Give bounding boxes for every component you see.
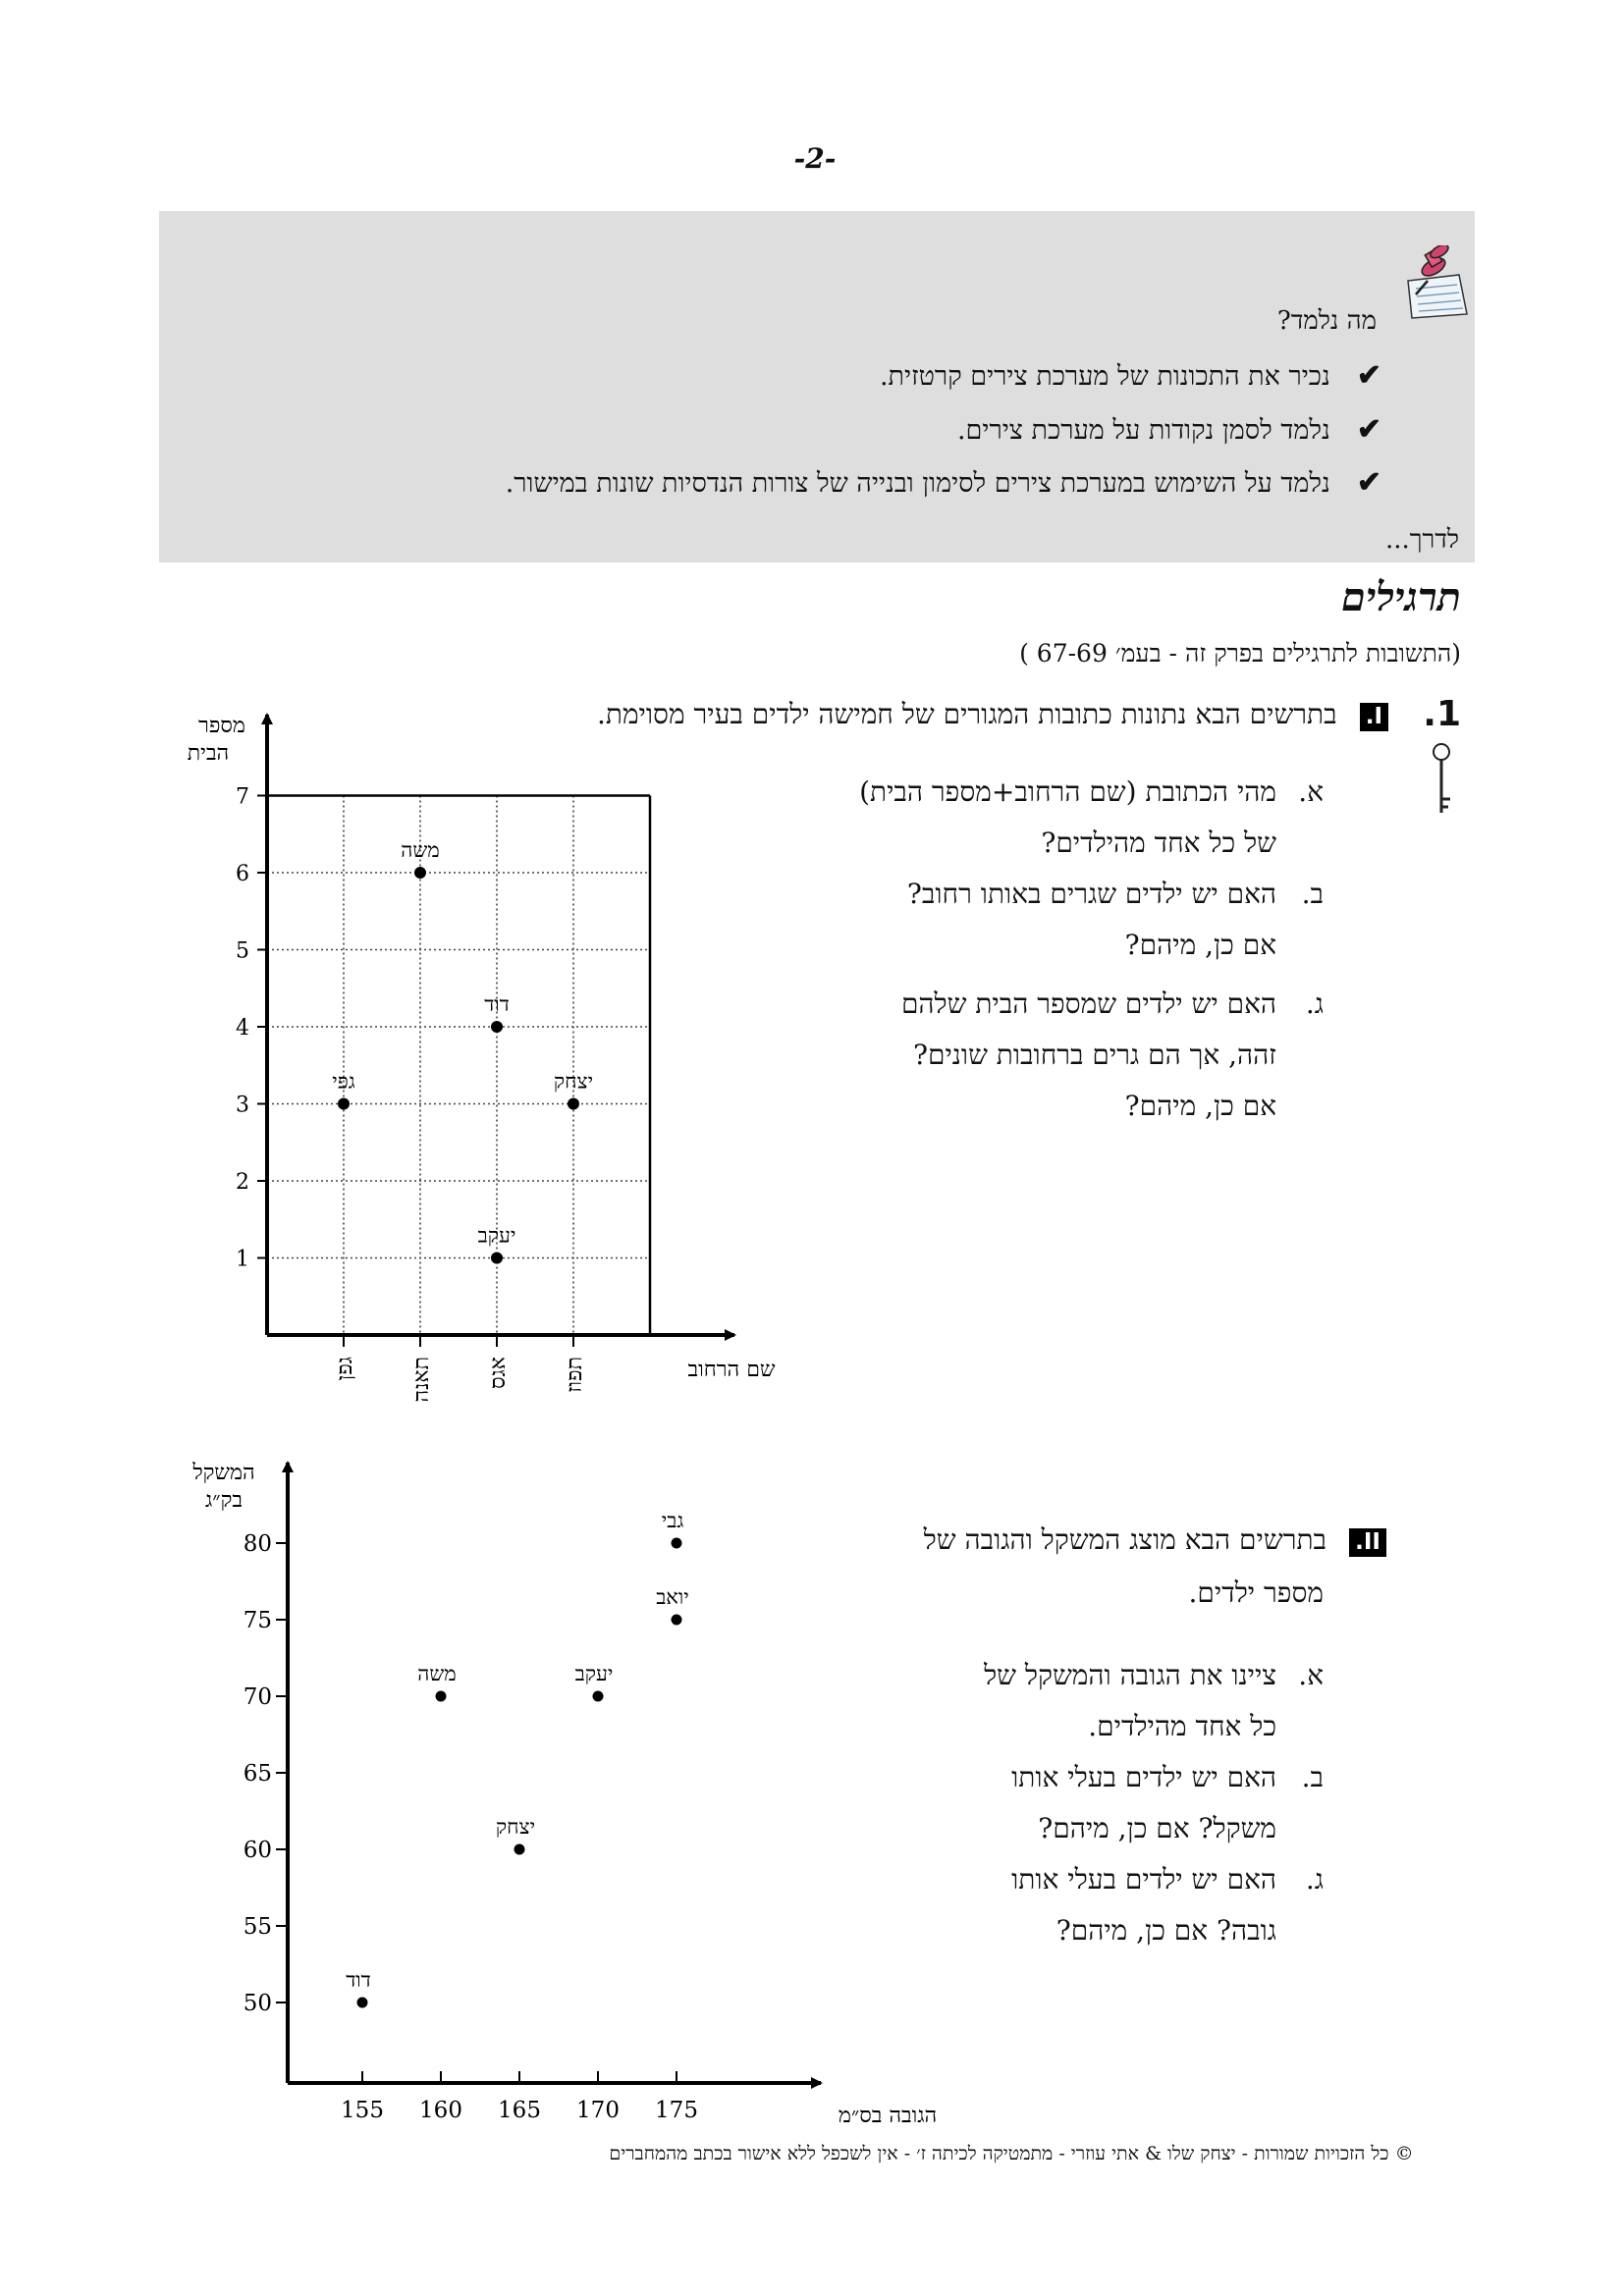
x-axis-label: שם הרחוב [687,1358,776,1382]
x-tick-label: 165 [498,2098,541,2123]
page-number: -2- [793,142,837,175]
part2-intro: בתרשים הבא מוצג המשקל והגובה של [923,1523,1327,1556]
part1-question-b [1302,878,1324,911]
question-letter: א. [1298,1659,1324,1691]
exercise-number: 1. [1423,694,1461,734]
y-axis-label: המשקל [192,1461,255,1485]
y-tick-label: 65 [243,1761,272,1787]
learn-item-text: נלמד על השימוש במערכת צירים לסימון ובנייה של צורות הנדסיות שונות במישור. [505,468,1330,499]
question-line: ציינו את הגובה והמשקל של [984,1659,1276,1691]
check-icon: ✔ [1356,358,1381,393]
key-icon [1431,742,1456,819]
part1-header [597,698,1388,731]
question-line: האם יש ילדים בעלי אותו [1011,1863,1276,1896]
y-tick-label: 7 [236,784,249,810]
check-icon: ✔ [1356,412,1381,447]
learning-objectives-box [159,211,1475,562]
learn-item-text: נלמד לסמן נקודות על מערכת צירים. [956,415,1330,446]
question-letter: א. [1298,775,1324,808]
y-tick-label: 5 [236,938,249,964]
x-tick-label: אגס [486,1357,511,1389]
question-line: האם יש ילדים שגרים באותו רחוב? [906,878,1276,910]
learn-item [957,412,1381,447]
y-tick-label: 60 [243,1838,272,1863]
data-point [568,1098,579,1110]
y-tick-label: 50 [243,1991,272,2016]
x-axis-label: הגובה בס״מ [838,2104,938,2128]
y-tick-label: 6 [236,862,249,886]
x-tick-label: גפן [333,1357,357,1381]
check-icon: ✔ [1356,465,1381,500]
part1-roman-label: I. [1360,703,1388,731]
part2-roman-label: II. [1349,1528,1386,1557]
point-label: דוד [484,992,510,1016]
exercises-title: תרגילים [1341,574,1461,620]
part1-question-c [1306,988,1324,1021]
question-letter: ב. [1301,878,1324,910]
part2-question-b [1302,1761,1324,1794]
question-line: משקל? אם כן, מיהם? [1038,1812,1276,1844]
copyright-footer: © כל הזכויות שמורות - יצחק שלו & אתי עוזרי - מתמטיקה לכיתה ז׳ - אין לשכפל ללא אישור בכתב מהמחברים [609,2143,1414,2164]
chart-grid [267,796,650,1336]
data-point [491,1021,503,1033]
data-point [672,1615,682,1626]
x-tick-label: 155 [341,2098,384,2123]
y-tick-label: 55 [243,1914,272,1940]
learn-item [880,358,1381,393]
data-point [414,867,426,879]
y-tick-label: 75 [243,1608,272,1633]
part1-question-a [1298,775,1324,809]
question-line: אם כן, מיהם? [1124,929,1276,961]
question-line: האם יש ילדים שמספר הבית שלהם [900,988,1276,1020]
point-label: יצחק [495,1815,536,1839]
y-tick-label: 70 [243,1684,272,1710]
point-label: יצחק [553,1069,594,1094]
y-tick-label: 3 [236,1093,249,1118]
x-tick-label: תאנה [409,1357,434,1403]
point-label: יעקב [574,1662,614,1685]
part2-question-c [1306,1863,1324,1896]
question-line: מהי הכתובת (שם הרחוב+מספר הבית) [859,775,1276,808]
y-axis-label: הבית [187,741,230,766]
y-tick-label: 1 [236,1247,249,1272]
learn-item-text: נכיר את התכונות של מערכת צירים קרטזית. [879,361,1330,392]
question-letter: ג. [1305,1863,1324,1896]
question-line: זהה, אך הם גרים ברחובות שונים? [912,1039,1276,1071]
y-axis-label: בק״ג [205,1488,243,1513]
point-label: דוד [346,1968,371,1992]
question-line: של כל אחד מהילדים? [1041,827,1276,859]
x-tick-label: 175 [655,2098,698,2123]
point-label: יעקב [477,1223,516,1248]
point-label: משה [401,838,440,862]
question-line: האם יש ילדים בעלי אותו [1011,1761,1276,1793]
data-point [593,1691,604,1702]
y-tick-label: 2 [236,1170,249,1195]
pushpin-note-icon [1394,245,1475,324]
data-point [357,1998,368,2008]
point-label: משה [417,1662,457,1685]
part1-intro: בתרשים הבא נתונות כתובות המגורים של חמישה ילדים בעיר מסוימת. [596,698,1337,730]
part2-intro-line: מספר ילדים. [1188,1576,1324,1609]
question-letter: ג. [1305,988,1324,1020]
y-tick-label: 4 [236,1016,249,1041]
x-tick-label: 170 [576,2098,620,2123]
question-line: גובה? אם כן, מיהם? [1056,1914,1276,1947]
learn-item [506,465,1381,500]
data-point [436,1691,447,1702]
point-label: יואב [656,1585,689,1609]
y-axis-label: מספר [198,714,245,738]
data-point [514,1844,525,1855]
data-point [491,1253,503,1264]
question-letter: ב. [1301,1761,1324,1793]
to-the-road-text: לדרך... [1384,525,1459,555]
x-tick-label: 160 [419,2098,462,2123]
part2-header [924,1523,1386,1557]
question-line: כל אחד מהילדים. [1088,1710,1276,1742]
learn-box-title: מה נלמד? [1276,306,1377,336]
question-line: אם כן, מיהם? [1124,1090,1276,1122]
point-label: גבי [661,1509,684,1532]
y-tick-label: 80 [243,1531,272,1557]
data-point [672,1538,682,1549]
point-label: גפי [332,1069,355,1094]
x-tick-label: תפוז [563,1357,587,1393]
data-point [338,1098,350,1110]
answers-note: (התשובות לתרגילים בפרק זה - בעמ׳ 67-69 ) [1019,639,1461,667]
part2-question-a [1298,1659,1324,1692]
